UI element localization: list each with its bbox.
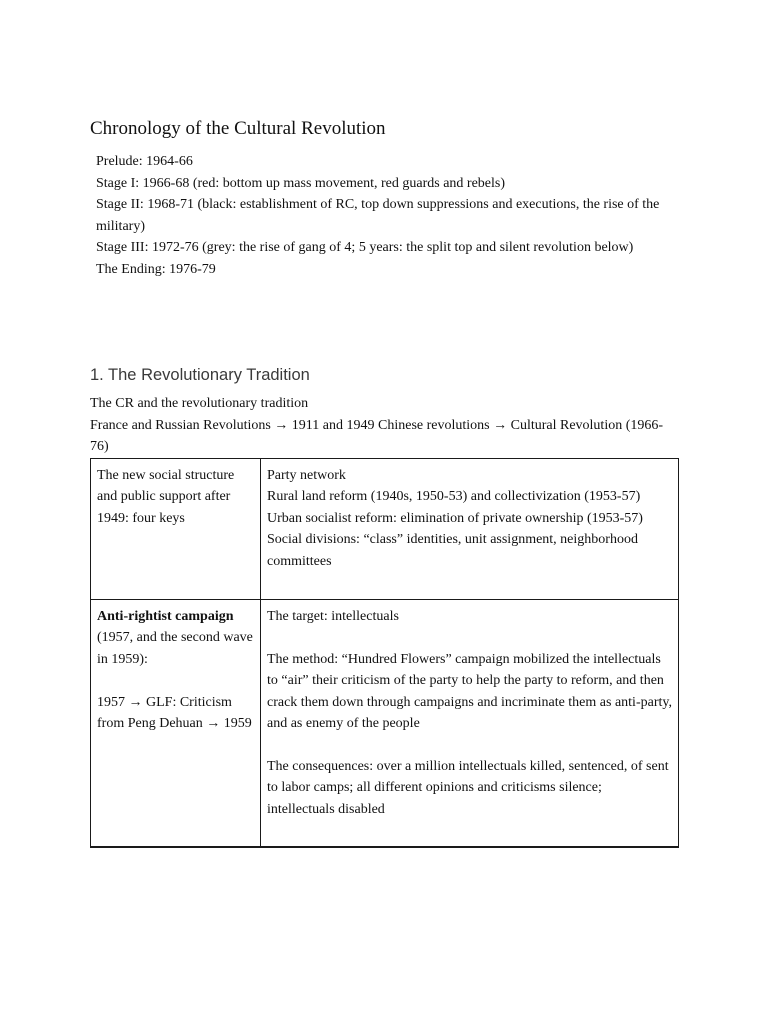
intro-line-2: France and Russian Revolutions → 1911 and 1949 Chinese revolutions → Cultural Revolution (1966-76) <box>90 417 664 455</box>
anti-rightist-dates: (1957, and the second wave in 1959): <box>97 630 253 667</box>
table-cell-four-keys <box>261 459 679 600</box>
chronology-list <box>96 151 686 281</box>
cell-text: The new social structure and public support after 1949: four keys <box>97 468 235 526</box>
table-cell-social-structure <box>91 459 261 600</box>
page-title: Chronology of the Cultural Revolution <box>90 118 386 139</box>
key-social-divisions: Social divisions: “class” identities, unit assignment, neighborhood committees <box>267 532 638 569</box>
section-heading: 1. The Revolutionary Tradition <box>90 366 310 384</box>
key-urban-socialist-reform: Urban socialist reform: elimination of private ownership (1953-57) <box>267 510 643 526</box>
chronology-item-prelude: Prelude: 1964-66 <box>96 154 193 169</box>
campaign-method: The method: “Hundred Flowers” campaign mobilized the intellectuals to “air” their criticism of the party to help the party to reform, and then crack them down through campaigns and incriminate them as anti-party, and as enemy of the people <box>267 651 672 732</box>
key-party-network: Party network <box>267 468 346 483</box>
table-cell-campaign-details <box>261 600 679 848</box>
chronology-item-stage-1: Stage I: 1966-68 (red: bottom up mass movement, red guards and rebels) <box>96 175 506 191</box>
anti-rightist-glf: 1957 → GLF: Criticism from Peng Dehuan → 1959 <box>97 694 252 732</box>
table-row <box>91 600 679 848</box>
table-row <box>91 459 679 600</box>
campaign-target: The target: intellectuals <box>267 609 399 624</box>
chronology-item-ending: The Ending: 1976-79 <box>96 261 216 277</box>
chronology-item-stage-2: Stage II: 1968-71 (black: establishment of RC, top down suppressions and executions, the rise of the military) <box>96 197 660 234</box>
anti-rightist-title: Anti-rightist campaign <box>97 609 234 624</box>
intro-line-1: The CR and the revolutionary tradition <box>90 396 309 411</box>
section-intro <box>90 393 680 458</box>
tradition-table <box>90 458 679 848</box>
key-rural-land-reform: Rural land reform (1940s, 1950-53) and collectivization (1953-57) <box>267 489 641 505</box>
chronology-item-stage-3: Stage III: 1972-76 (grey: the rise of gang of 4; 5 years: the split top and silent revolution below) <box>96 240 634 256</box>
table-cell-anti-rightist <box>91 600 261 848</box>
campaign-consequences: The consequences: over a million intellectuals killed, sentenced, of sent to labor camps; all different opinions and criticisms silence; intellectuals disabled <box>267 758 669 817</box>
